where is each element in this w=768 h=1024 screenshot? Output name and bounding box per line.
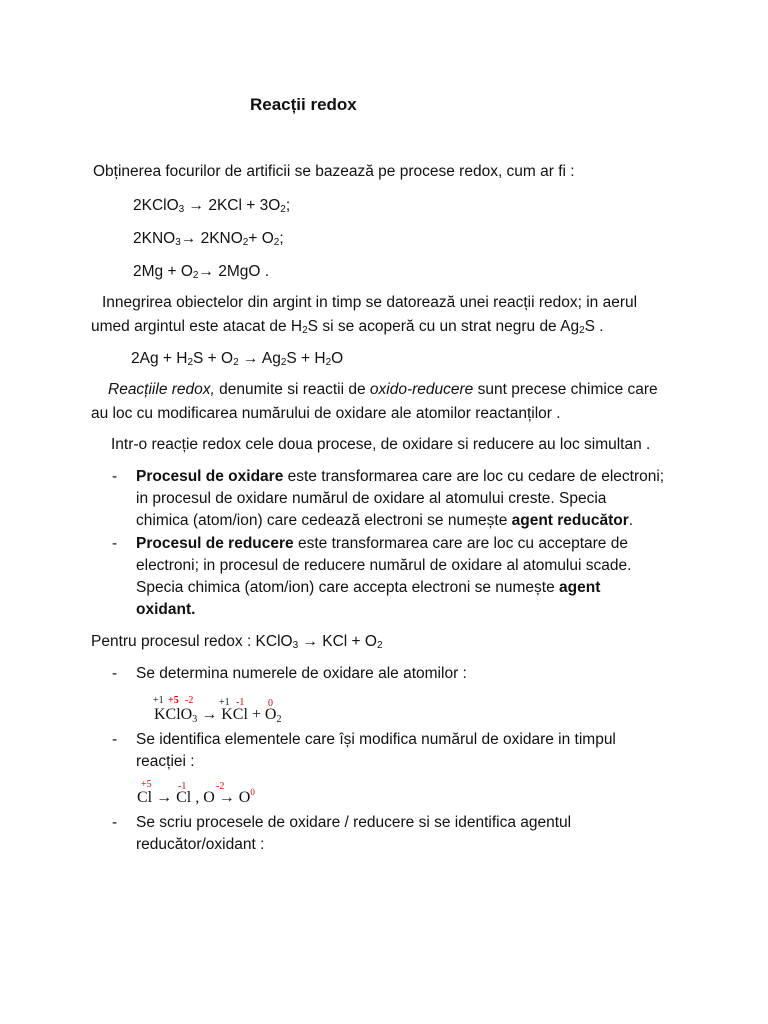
oxidation-number-o2: 0 [268,698,273,709]
paragraph-redox-line1: Reacțiile redox, denumite si reactii de oxido-reducere sunt precese chimice care [108,381,658,398]
bullet-marker: - [112,468,118,485]
equation-3: $2Mg + O_2\to 2MgO$ . [133,263,270,281]
paragraph-for-process: Pentru procesul redox : KClO$_3$ → KCl + $O_2$ [91,633,383,651]
equation-2: $2KNO_3\to 2KNO_2+ O_2$; [133,230,284,248]
page-title: Reacții redox [250,95,357,114]
oxidation-number-k2: +1 [219,697,230,708]
bullet-reduction-line2: electroni; in procesul de reducere numărul de oxidare al atomului scade. [136,557,632,574]
formula-changes: Cl → Cl , $O \to O^0$ [137,787,255,806]
oxidation-number-o: -2 [185,695,194,706]
bullet-oxidation-line2: in procesul de oxidare numărul de oxidare al atomului creste. Specia [136,490,607,507]
equation-4: $2Ag + H_2S + O_2 \to Ag_2S + H_2O$ [131,350,344,368]
paragraph-silver-line2: umed argintul este atacat de $H_2S$ si se acoperă cu un strat negru de $Ag_2S$ . [91,318,604,336]
bullet-oxidation-line3: chimica (atom/ion) care cedează electroni se numește agent reducător. [136,512,634,529]
paragraph-redox-line2: au loc cu modificarea numărului de oxidare ale atomilor reactanților . [91,405,561,422]
oxidation-number-cl-plus5: +5 [141,779,152,790]
bullet-write-line1: Se scriu procesele de oxidare / reducere si se identifica agentul [136,814,572,831]
bullet-marker: - [112,535,118,552]
bullet-reduction-line1: Procesul de reducere este transformarea care are loc cu acceptare de [136,535,628,552]
bullet-reduction-line4: oxidant. [136,601,196,618]
bullet-write-line2: reducător/oxidant : [136,836,265,853]
oxidation-number-o-minus2: -2 [216,781,225,792]
bullet-oxidation-line1: Procesul de oxidare este transformarea care are loc cu cedare de electroni; [136,468,665,485]
oxidation-number-cl2: -1 [236,697,245,708]
bullet-identify-line2: reacției : [136,753,195,770]
bullet-identify-line1: Se identifica elementele care își modifica numărul de oxidare in timpul [136,731,616,748]
paragraph-silver-line1: Innegrirea obiectelor din argint in timp se datorează unei reacții redox; in aerul [102,294,638,311]
bullet-marker: - [112,814,118,831]
paragraph-simultaneous: Intr-o reacție redox cele doua procese, de oxidare si reducere au loc simultan . [111,436,651,453]
oxidation-number-cl: +5 [168,695,179,706]
oxidation-number-k: +1 [153,695,164,706]
oxidation-number-cl-minus1: -1 [178,781,187,792]
bullet-determine: Se determina numerele de oxidare ale atomilor : [136,665,467,682]
bullet-reduction-line3: Specia chimica (atom/ion) care accepta electroni se numește agent [136,579,601,596]
intro-text: Obținerea focurilor de artificii se bazează pe procese redox, cum ar fi : [93,163,575,180]
equation-1: 2KClO$_3$ → $2KCl + 3O_2$; [133,197,291,215]
bullet-marker: - [112,731,118,748]
bullet-marker: - [112,665,118,682]
formula-kclo3: KClO$_3$ → KCl + $O_2$ [154,706,282,725]
